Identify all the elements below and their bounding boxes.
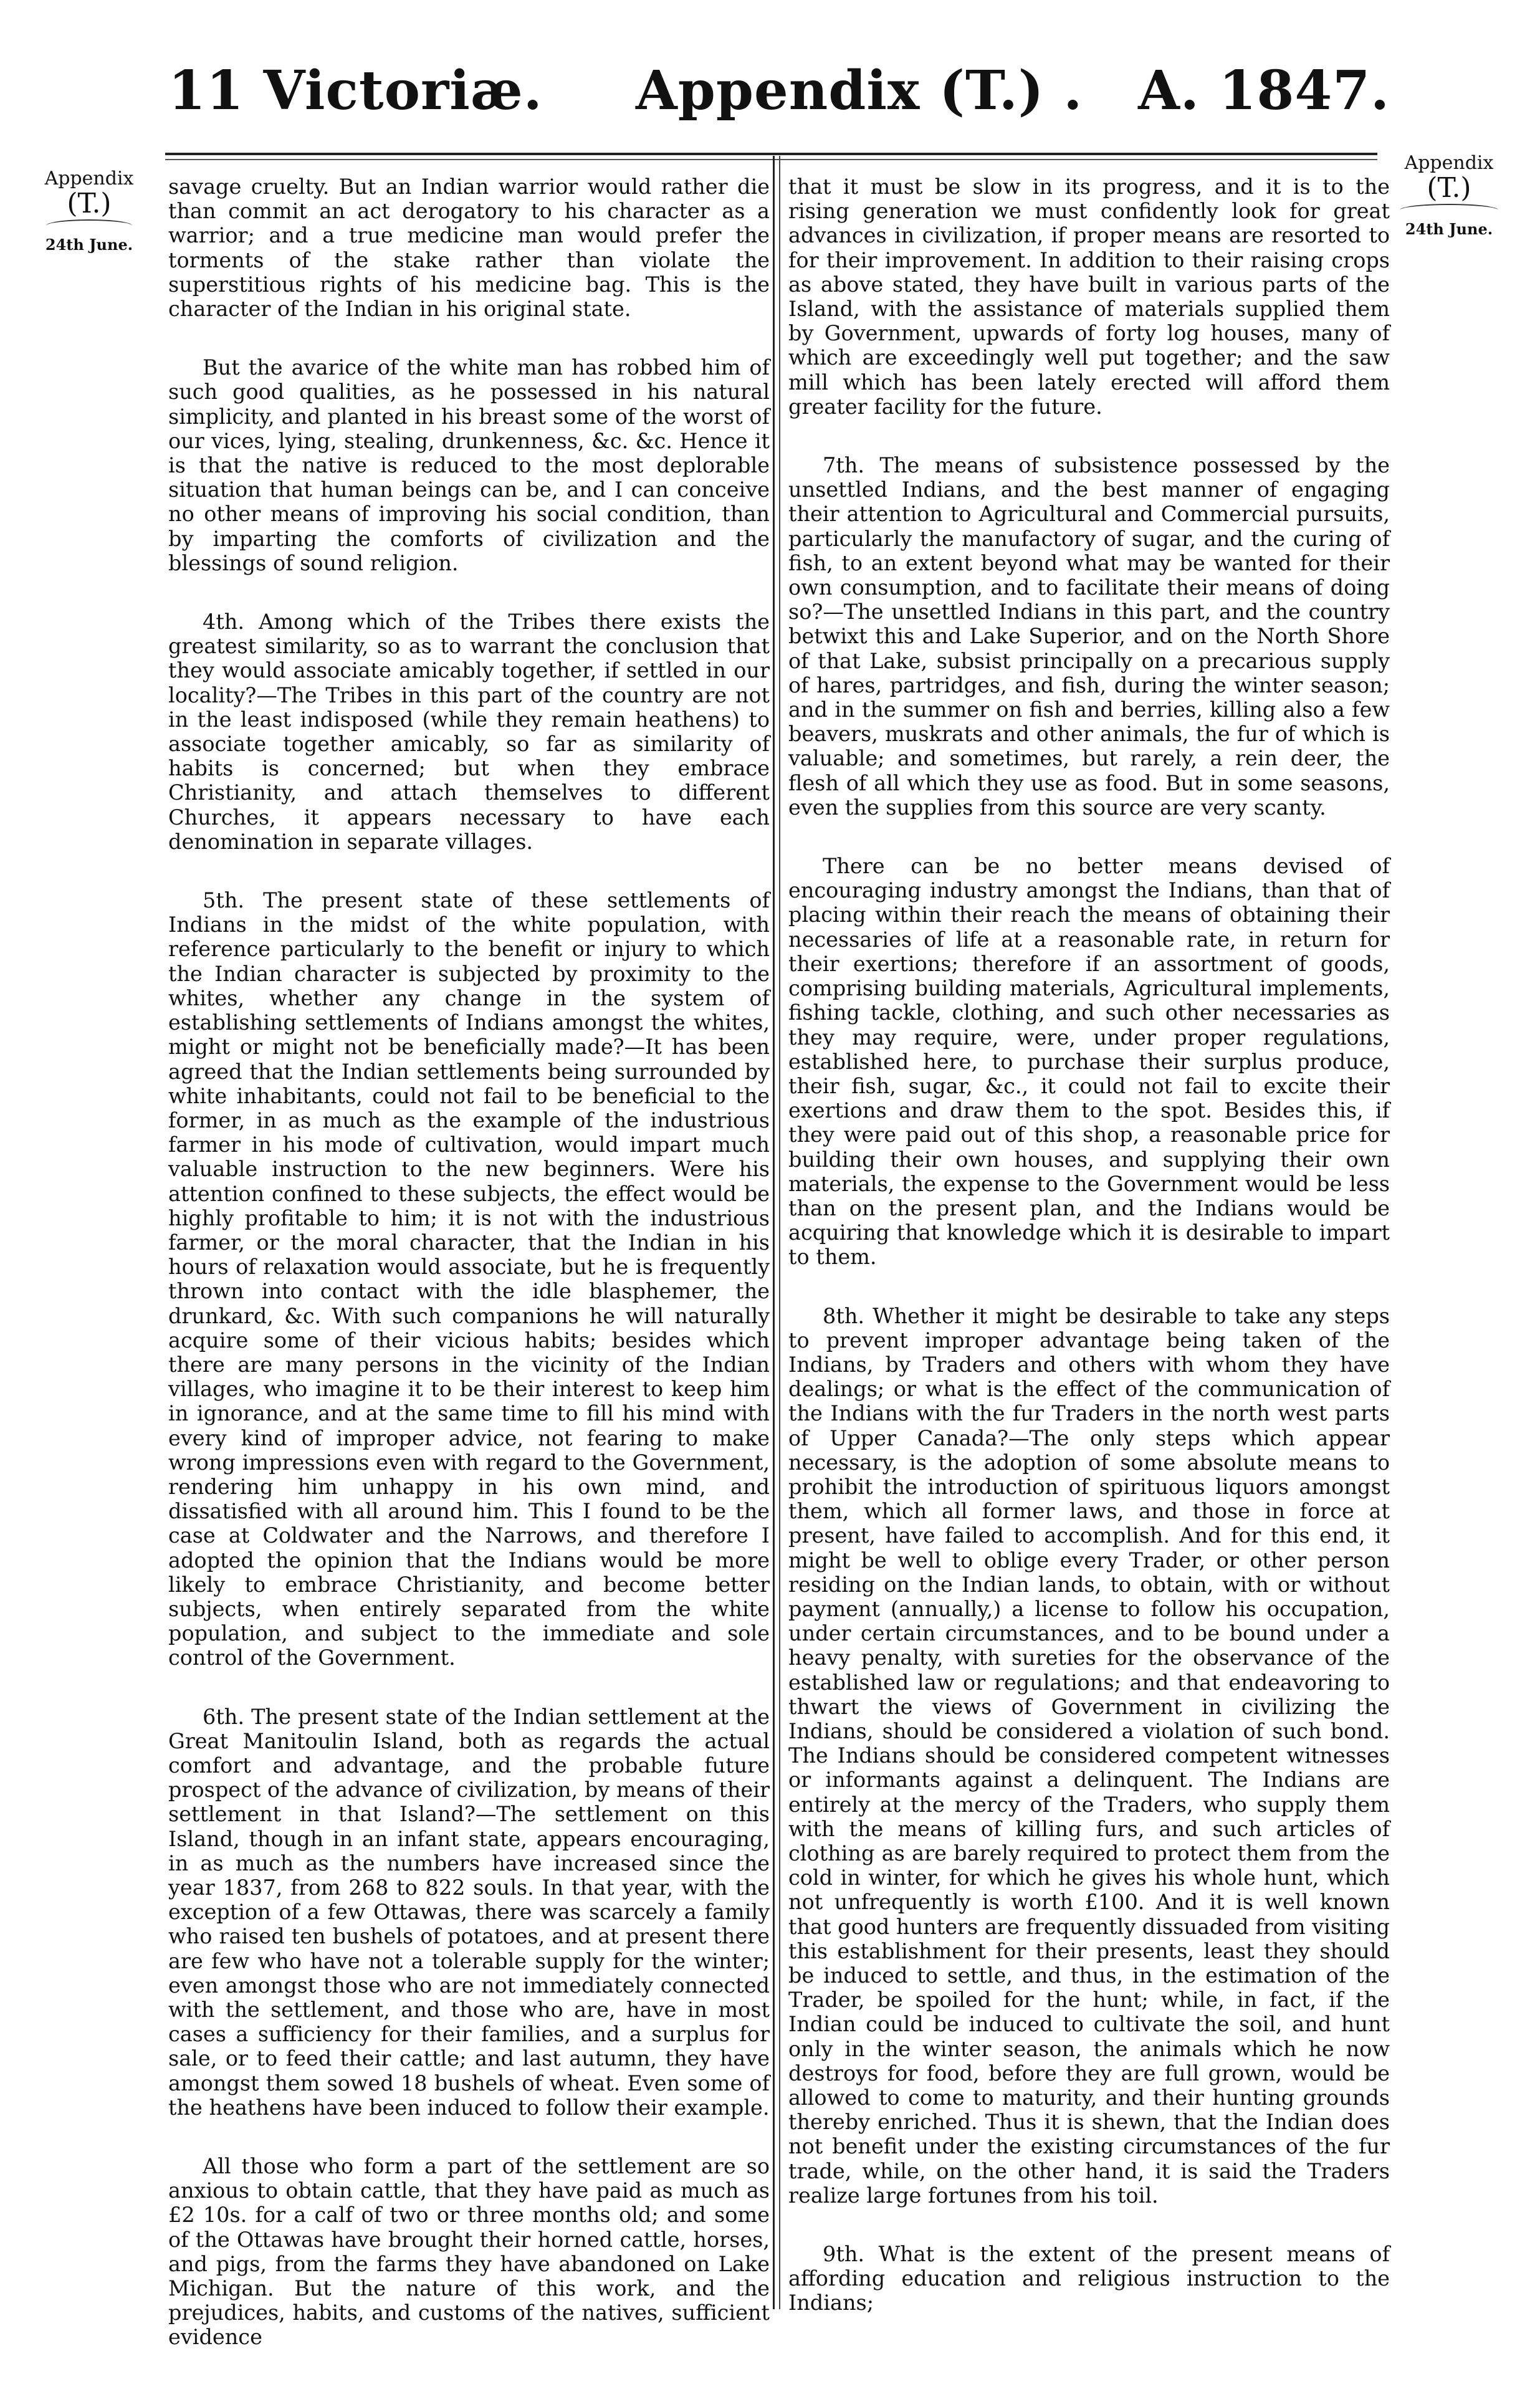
paragraph: savage cruelty. But an Indian warrior would rather die than commit an act derogatory to his character as a warrior; and a true medicine man would prefer the torments of the stake rather than violate the superstitious rights of his medicine bag. This is the character of the Indian in his original state. <box>168 175 770 322</box>
column-divider <box>773 156 775 2309</box>
paragraph: 9th. What is the extent of the present means of affording education and religious instruction to the Indians; <box>788 2242 1390 2315</box>
left-column <box>168 175 770 2384</box>
paragraph: 8th. Whether it might be desirable to take any steps to prevent improper advantage being taken of the Indians, by Traders and others with whom they have dealings; or what is the effect of the communication of the Indians with the fur Traders in the north west parts of Upper Canada?—The only steps which appear necessary, is the adoption of some absolute means to prohibit the introduction of spirituous liquors amongst them, which all former laws, and those in force at present, have failed to accomplish. And for this end, it might be well to oblige every Trader, or other person residing on the Indian lands, to obtain, with or without payment (annually,) a license to follow his occupation, under certain circumstances, and to be bound under a heavy penalty, with sureties for the observance of the established law or regulations; and that endeavoring to thwart the views of Government in civilizing the Indians, should be considered a violation of such bond. The Indians should be considered competent witnesses or informants against a delinquent. The Indians are entirely at the mercy of the Traders, who supply them with the means of killing furs, and such articles of clothing as are barely required to protect them from the cold in winter, for which he gives his whole hunt, which not unfrequently is worth £100. And it is well known that good hunters are frequently dissuaded from visiting this establishment for their presents, least they should be induced to settle, and thus, in the estimation of the Trader, be spoiled for the hunt; while, in fact, if the Indian could be induced to cultivate the soil, and hunt only in the winter season, the animals which he now destroys for food, before they are full grown, would be allowed to come to maturity, and their hunting grounds thereby enriched. Thus it is shewn, that the Indian does not benefit under the existing circumstances of the fur trade, while, on the other hand, it is said the Traders realize large fortunes from his toil. <box>788 1303 1390 2208</box>
header-regnal-year: 11 Victoriæ. <box>168 59 543 122</box>
header-appendix-title: Appendix (T.) . <box>636 59 1083 122</box>
paragraph: 4th. Among which of the Tribes there exists the greatest similarity, so as to warrant the conclusion that they would associate amicably together, if settled in our locality?—The Tribes in this part of the country are not in the least indisposed (while they remain heathens) to associate together amicably, so far as similarity of habits is concerned; but when they embrace Christianity, and attach themselves to different Churches, it appears necessary to have each denomination in separate villages. <box>168 610 770 854</box>
margin-note-left-label: Appendix <box>44 168 134 189</box>
margin-note-right-label: Appendix <box>1404 152 1494 174</box>
paragraph: 5th. The present state of these settlements of Indians in the midst of the white population, with reference particularly to the benefit or injury to which the Indian character is subjected by proximity to the whites, whether any change in the system of establishing settlements of Indians amongst the whites, might or might not be beneficially made?—It has been agreed that the Indian settlements being surrounded by white inhabitants, could not fail to be beneficial to the former, in as much as the example of the industrious farmer in his mode of cultivation, would impart much valuable instruction to the new beginners. Were his attention confined to these subjects, the effect would be highly profitable to him; it is not with the industrious farmer, or the moral character, that the Indian in his hours of relaxation would associate, but he is frequently thrown into contact with the idle blasphemer, the drunkard, &c. With such companions he will naturally acquire some of their vicious habits; besides which there are many persons in the vicinity of the Indian villages, who imagine it to be their interest to keep him in ignorance, and at the same time to fill his mind with every kind of improper advice, not fearing to make wrong impressions even with regard to the Government, rendering him unhappy in his own mind, and dissatisfied with all around him. This I found to be the case at Coldwater and the Narrows, and therefore I adopted the opinion that the Indians would be more likely to embrace Christianity, and become better subjects, when entirely separated from the white population, and subject to the immediate and sole control of the Government. <box>168 888 770 1670</box>
header-rule <box>165 153 1377 155</box>
paragraph: There can be no better means devised of encouraging industry amongst the Indians, than that of placing within their reach the means of obtaining their necessaries of life at a reasonable rate, in return for their exertions; therefore if an assortment of goods, comprising building materials, Agricultural implements, fishing tackle, clothing, and such other necessaries as they may require, were, under proper regulations, established here, to purchase their surplus produce, their fish, sugar, &c., it could not fail to excite their exertions and draw them to the spot. Besides this, if they were paid out of this shop, a reasonable price for building their own houses, and supplying their own materials, the expense to the Government would be less than on the present plan, and the Indians would be acquiring that knowledge which it is desirable to impart to them. <box>788 854 1390 1270</box>
margin-brace-left <box>46 219 132 232</box>
header-rule-thin <box>165 159 1377 160</box>
paragraph: 7th. The means of subsistence possessed by the unsettled Indians, and the best manner of engaging their attention to Agricultural and Commercial pursuits, particularly the manufactory of sugar, and the curing of fish, to an extent beyond what may be wanted for their own consumption, and to facilitate their means of doing so?—The unsettled Indians in this part, and the country betwixt this and Lake Superior, and on the North Shore of that Lake, subsist principally on a precarious supply of hares, partridges, and fish, during the winter season; and in the summer on fish and berries, killing also a few beavers, muskrats and other animals, the fur of which is valuable; and sometimes, but rarely, a rein deer, the flesh of all which they use as food. But in some seasons, even the supplies from this source are very scanty. <box>788 453 1390 820</box>
margin-note-left-letter: (T.) <box>67 188 112 219</box>
header-year: A. 1847. <box>1138 59 1390 122</box>
paragraph: All those who form a part of the settlement are so anxious to obtain cattle, that they have paid as much as £2 10s. for a calf of two or three months old; and some of the Ottawas have brought their horned cattle, horses, and pigs, from the farms they have abandoned on Lake Michigan. But the nature of this work, and the prejudices, habits, and customs of the natives, sufficient evidence <box>168 2154 770 2350</box>
column-divider-thin <box>779 156 780 2309</box>
margin-note-right-date: 24th June. <box>1405 220 1493 238</box>
paragraph: 6th. The present state of the Indian settlement at the Great Manitoulin Island, both as regards the actual comfort and advantage, and the probable future prospect of the advance of civilization, by means of their settlement in that Island?—The settlement on this Island, though in an infant state, appears encouraging, in as much as the numbers have increased since the year 1837, from 268 to 822 souls. In that year, with the exception of a few Ottawas, there was scarcely a family who raised ten bushels of potatoes, and at present there are few who have not a tolerable supply for the winter; even amongst those who are not immediately connected with the settlement, and those who are, have in most cases a sufficiency for their families, and a surplus for sale, or to feed their cattle; and last autumn, they have amongst them sowed 18 bushels of wheat. Even some of the heathens have been induced to follow their example. <box>168 1704 770 2120</box>
margin-brace-right <box>1400 204 1498 216</box>
margin-note-left-date: 24th June. <box>45 236 133 254</box>
margin-note-left <box>42 168 136 256</box>
right-column <box>788 175 1390 2350</box>
margin-note-right <box>1396 153 1502 240</box>
margin-note-right-letter: (T.) <box>1427 172 1471 204</box>
paragraph: that it must be slow in its progress, and it is to the rising generation we must confidently look for great advances in civilization, if proper means are resorted to for their improvement. In addition to their raising crops as above stated, they have built in various parts of the Island, with the assistance of materials supplied them by Government, upwards of forty log houses, many of which are exceedingly well put together; and the saw mill which has been lately erected will afford them greater facility for the future. <box>788 175 1390 419</box>
paragraph: But the avarice of the white man has robbed him of such good qualities, as he possessed in his natural simplicity, and planted in his breast some of the worst of our vices, lying, stealing, drunkenness, &c. &c. Hence it is that the native is reduced to the most deplorable situation that human beings can be, and I can conceive no other means of improving his social condition, than by imparting the comforts of civilization and the blessings of sound religion. <box>168 355 770 575</box>
page-header <box>168 59 1390 134</box>
